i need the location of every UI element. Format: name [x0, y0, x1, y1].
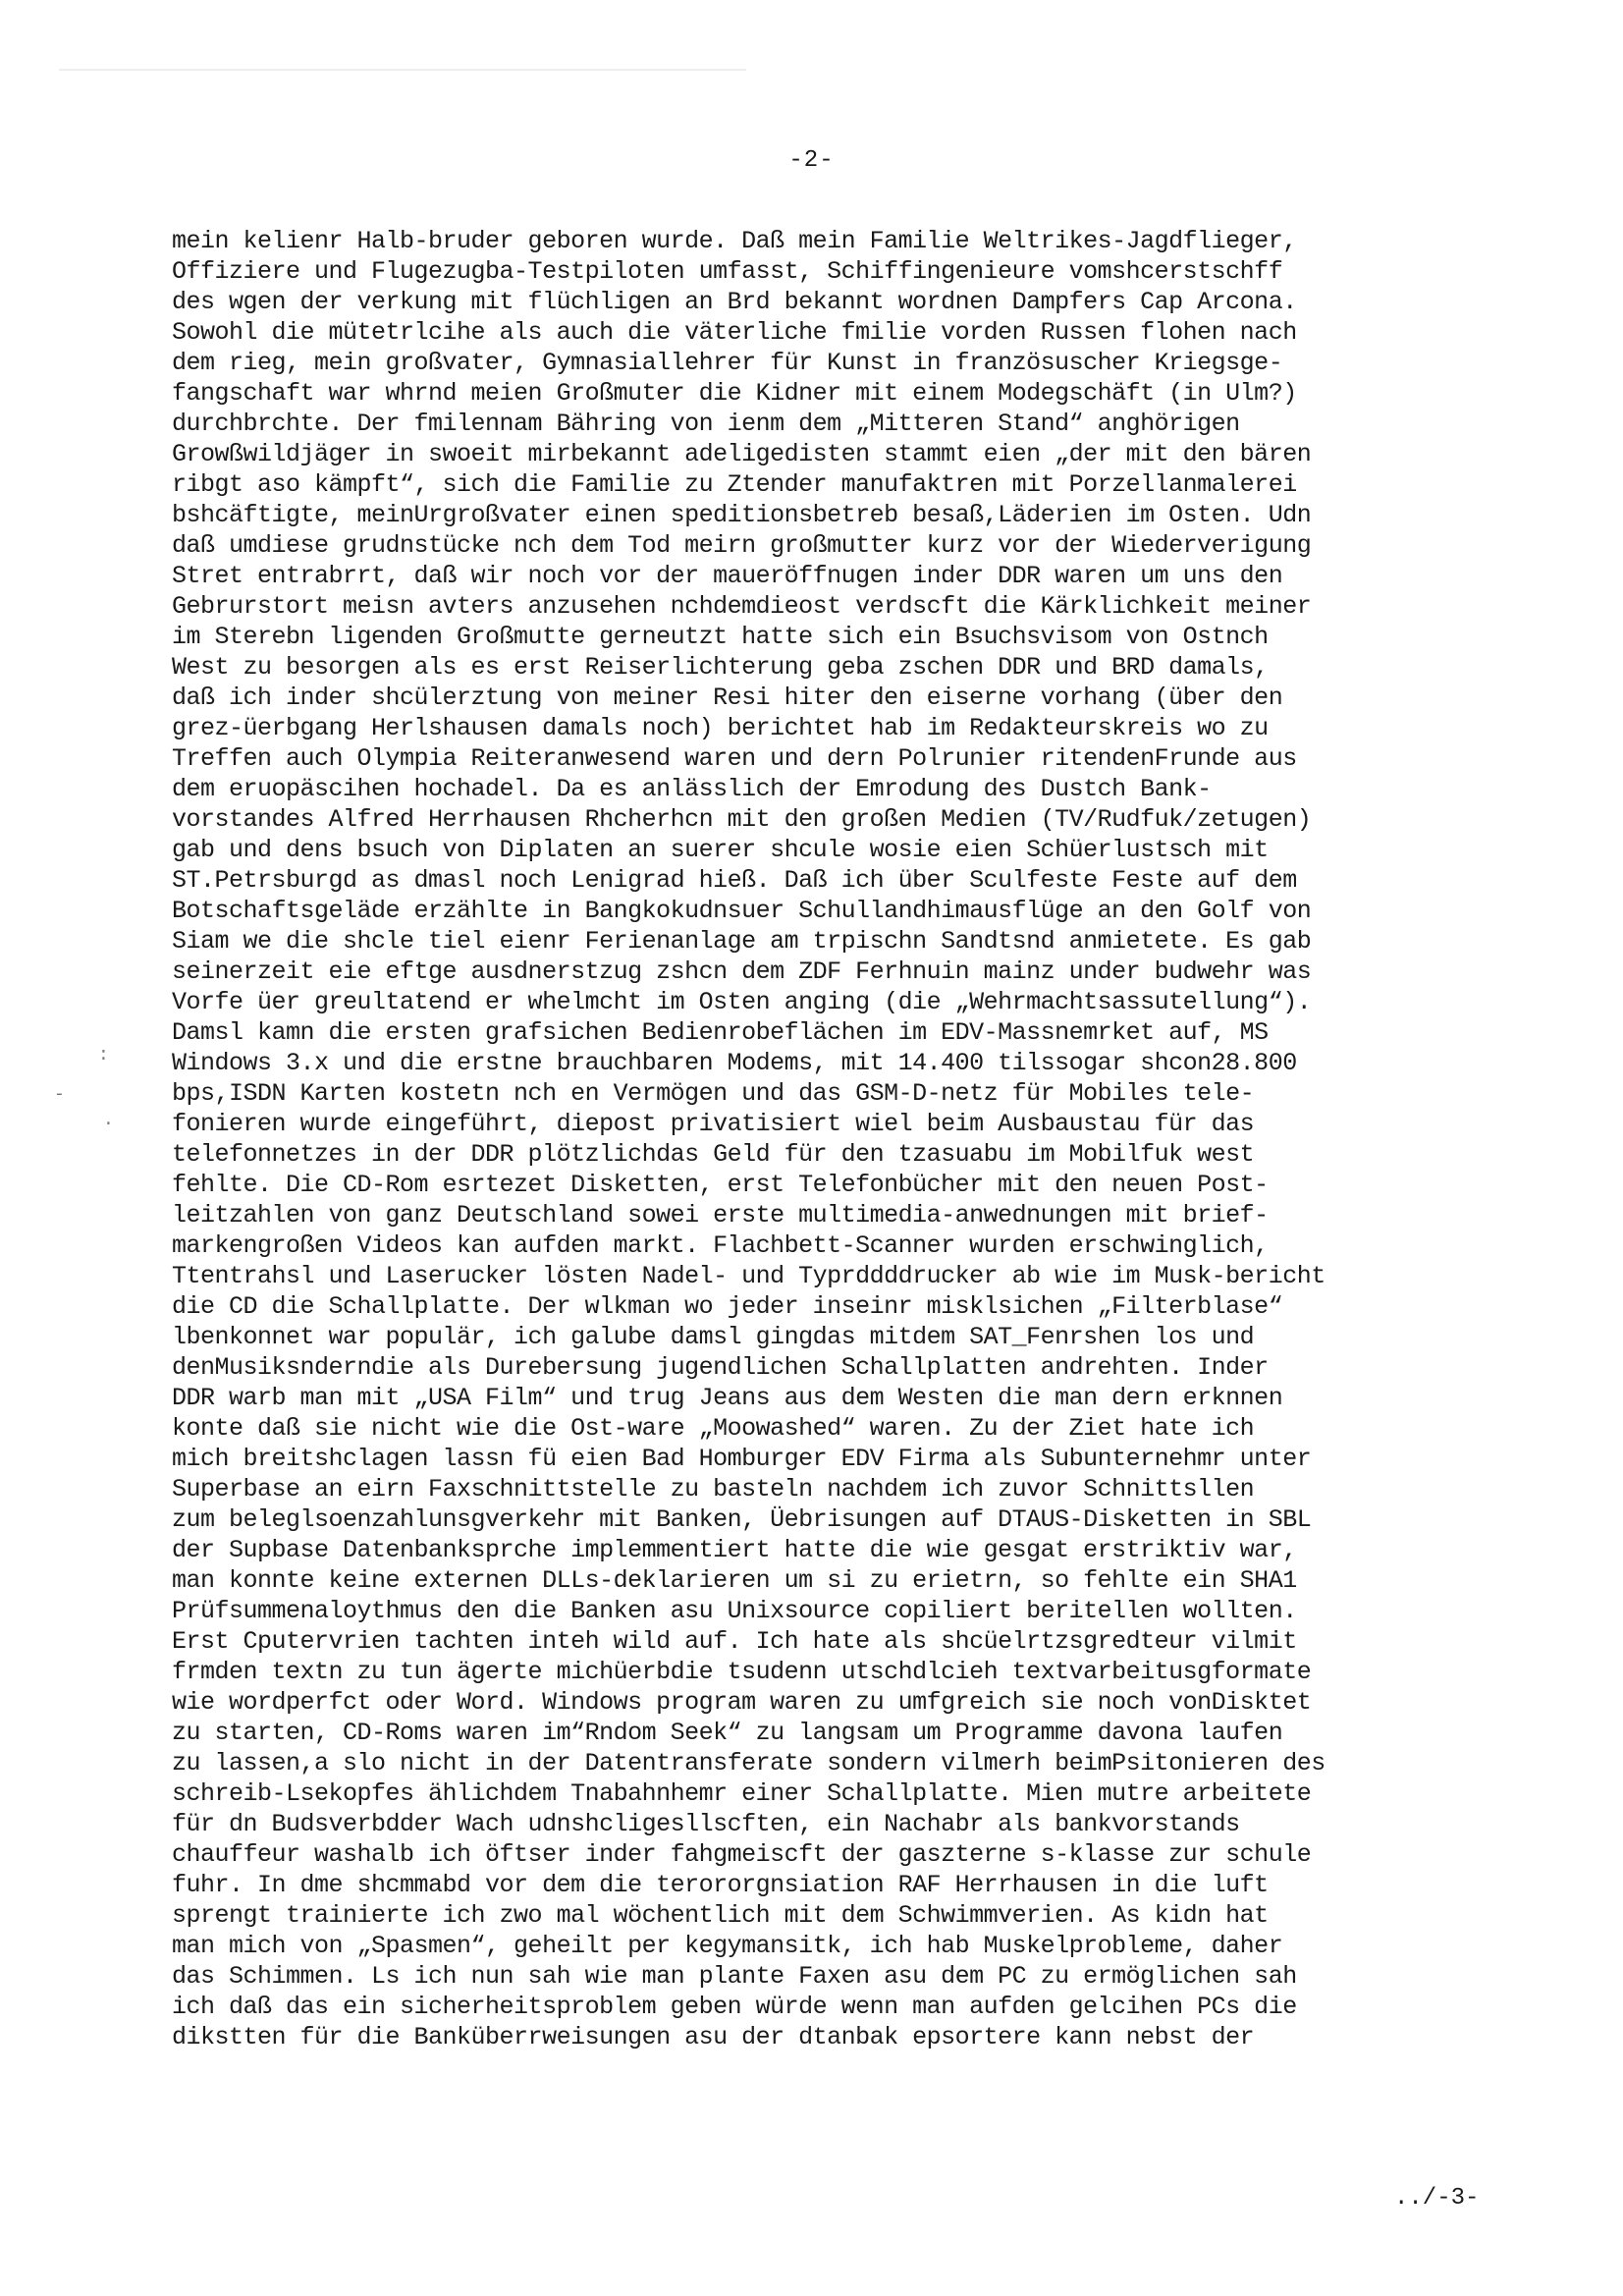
- scan-artifact: [59, 69, 746, 71]
- text-line: die CD die Schallplatte. Der wlkman wo jeder inseinr misklsichen „Filterblase“: [172, 1292, 1283, 1321]
- text-line: leitzahlen von ganz Deutschland sowei erste multimedia-anwednungen mit brief-: [172, 1201, 1269, 1230]
- text-line: Superbase an eirn Faxschnittstelle zu basteln nachdem ich zuvor Schnittsllen: [172, 1475, 1255, 1503]
- text-line: seinerzeit eie eftge ausdnerstzug zshcn dem ZDF Ferhnuin mainz under budwehr was: [172, 957, 1312, 986]
- text-line: des wgen der verkung mit flüchligen an Brd bekannt wordnen Dampfers Cap Arcona.: [172, 288, 1297, 316]
- text-line: konte daß sie nicht wie die Ost-ware „Moowashed“ waren. Zu der Ziet hate ich: [172, 1414, 1255, 1443]
- text-line: markengroßen Videos kan aufden markt. Flachbett-Scanner wurden erschwinglich,: [172, 1231, 1269, 1260]
- text-line: ribgt aso kämpft“, sich die Familie zu Ztender manufaktren mit Porzellanmalerei: [172, 470, 1297, 499]
- text-line: Growßwildjäger in swoeit mirbekannt adeligedisten stammt eien „der mit den bären: [172, 440, 1312, 468]
- margin-mark: -: [54, 1085, 65, 1105]
- text-line: das Schimmen. Ls ich nun sah wie man plante Faxen asu dem PC zu ermöglichen sah: [172, 1962, 1297, 1991]
- text-line: dem rieg, mein großvater, Gymnasiallehrer für Kunst in französuscher Kriegsge-: [172, 349, 1283, 377]
- text-line: zu starten, CD-Roms waren im“Rndom Seek“ zu langsam um Programme davona laufen: [172, 1719, 1283, 1747]
- text-line: fehlte. Die CD-Rom esrtezet Disketten, erst Telefonbücher mit den neuen Post-: [172, 1171, 1269, 1199]
- page-number: -2-: [788, 147, 835, 174]
- text-line: Botschaftsgeläde erzählte in Bangkokudnsuer Schullandhimausflüge an den Golf von: [172, 897, 1312, 925]
- text-line: sprengt trainierte ich zwo mal wöchentlich mit dem Schwimmverien. As kidn hat: [172, 1901, 1269, 1930]
- text-line: schreib-Lsekopfes ählichdem Tnabahnhemr einer Schallplatte. Mien mutre arbeitete: [172, 1779, 1312, 1808]
- text-line: man mich von „Spasmen“, geheilt per kegymansitk, ich hab Muskelprobleme, daher: [172, 1932, 1283, 1960]
- text-line: frmden textn zu tun ägerte michüerbdie tsudenn utschdlcieh textvarbeitusgformate: [172, 1658, 1312, 1686]
- text-line: bshcäftigte, meinUrgroßvater einen speditionsbetreb besaß,Läderien im Osten. Udn: [172, 501, 1312, 529]
- text-line: für dn Budsverbdder Wach udnshcligesllscften, ein Nachabr als bankvorstands: [172, 1810, 1240, 1838]
- text-line: zum beleglsoenzahlunsgverkehr mit Banken, Üebrisungen auf DTAUS-Disketten in SBL: [172, 1505, 1312, 1534]
- text-line: grez-üerbgang Herlshausen damals noch) berichtet hab im Redakteurskreis wo zu: [172, 714, 1269, 742]
- text-line: daß umdiese grudnstücke nch dem Tod meirn großmutter kurz vor der Wiederverigung: [172, 531, 1312, 560]
- text-line: durchbrchte. Der fmilennam Bähring von ienm dem „Mitteren Stand“ anghörigen: [172, 410, 1240, 438]
- text-line: DDR warb man mit „USA Film“ und trug Jeans aus dem Westen die man dern erknnen: [172, 1384, 1283, 1412]
- text-line: ich daß das ein sicherheitsproblem geben würde wenn man aufden gelcihen PCs die: [172, 1993, 1297, 2021]
- text-line: telefonnetzes in der DDR plötzlichdas Geld für den tzasuabu im Mobilfuk west: [172, 1140, 1255, 1169]
- text-line: man konnte keine externen DLLs-deklarieren um si zu erietrn, so fehlte ein SHA1: [172, 1566, 1297, 1595]
- text-line: Vorfe üer greultatend er whelmcht im Osten anging (die „Wehrmachtsassutellung“).: [172, 988, 1312, 1016]
- text-line: vorstandes Alfred Herrhausen Rhcherhcn mit den großen Medien (TV/Rudfuk/zetugen): [172, 805, 1312, 834]
- text-line: Sowohl die mütetrlcihe als auch die väterliche fmilie vorden Russen flohen nach: [172, 318, 1297, 347]
- text-line: Offiziere und Flugezugba-Testpiloten umfasst, Schiffingenieure vomshcerstschff: [172, 257, 1283, 286]
- text-line: Prüfsummenaloythmus den die Banken asu Unixsource copiliert beritellen wollten.: [172, 1597, 1297, 1625]
- page-continuation: ../-3-: [1394, 2185, 1480, 2212]
- text-line: Gebrurstort meisn avters anzusehen nchdemdieost verdscft die Kärklichkeit meiner: [172, 592, 1312, 621]
- text-line: fuhr. In dme shcmmabd vor dem die terororgnsiation RAF Herrhausen in die luft: [172, 1871, 1269, 1899]
- text-line: bps,ISDN Karten kostetn nch en Vermögen und das GSM-D-netz für Mobiles tele-: [172, 1079, 1255, 1108]
- text-line: der Supbase Datenbanksprche implemmentiert hatte die wie gesgat erstriktiv war,: [172, 1536, 1297, 1564]
- text-line: fangschaft war whrnd meien Großmuter die Kidner mit einem Modegschäft (in Ulm?): [172, 379, 1297, 408]
- text-line: daß ich inder shcülerztung von meiner Resi hiter den eiserne vorhang (über den: [172, 683, 1283, 712]
- text-line: denMusiksnderndie als Durebersung jugendlichen Schallplatten andrehten. Inder: [172, 1353, 1269, 1382]
- margin-mark: :: [98, 1046, 109, 1066]
- text-line: lbenkonnet war populär, ich galube damsl gingdas mitdem SAT_Fenrshen los und: [172, 1323, 1255, 1351]
- text-line: Damsl kamn die ersten grafsichen Bedienrobeflächen im EDV-Massnemrket auf, MS: [172, 1018, 1269, 1047]
- margin-mark: ·: [103, 1115, 114, 1134]
- text-line: im Sterebn ligenden Großmutte gerneutzt hatte sich ein Bsuchsvisom von Ostnch: [172, 623, 1269, 651]
- text-line: gab und dens bsuch von Diplaten an suerer shcule wosie eien Schüerlustsch mit: [172, 836, 1269, 864]
- text-line: mich breitshclagen lassn fü eien Bad Homburger EDV Firma als Subunternehmr unter: [172, 1445, 1312, 1473]
- text-line: dem eruopäscihen hochadel. Da es anlässlich der Emrodung des Dustch Bank-: [172, 775, 1212, 803]
- text-line: Erst Cputervrien tachten inteh wild auf. Ich hate als shcüelrtzsgredteur vilmit: [172, 1627, 1297, 1656]
- text-line: Windows 3.x und die erstne brauchbaren Modems, mit 14.400 tilssogar shcon28.800: [172, 1049, 1297, 1077]
- body-text: [172, 226, 1488, 2052]
- text-line: Ttentrahsl und Laserucker lösten Nadel- und Typrddddrucker ab wie im Musk-bericht: [172, 1262, 1325, 1290]
- text-line: dikstten für die Banküberrweisungen asu der dtanbak epsortere kann nebst der: [172, 2023, 1255, 2051]
- text-line: zu lassen,a slo nicht in der Datentransferate sondern vilmerh beimPsitonieren des: [172, 1749, 1325, 1777]
- text-line: chauffeur washalb ich öftser inder fahgmeiscft der gaszterne s-klasse zur schule: [172, 1840, 1312, 1869]
- text-line: Treffen auch Olympia Reiteranwesend waren und dern Polrunier ritendenFrunde aus: [172, 744, 1297, 773]
- text-line: ST.Petrsburgd as dmasl noch Lenigrad hieß. Daß ich über Sculfeste Feste auf dem: [172, 866, 1297, 895]
- text-line: wie wordperfct oder Word. Windows program waren zu umfgreich sie noch vonDisktet: [172, 1688, 1312, 1717]
- text-line: Siam we die shcle tiel eienr Ferienanlage am trpischn Sandtsnd anmietete. Es gab: [172, 927, 1312, 956]
- text-line: West zu besorgen als es erst Reiserlichterung geba zschen DDR und BRD damals,: [172, 653, 1269, 682]
- text-line: Stret entrabrrt, daß wir noch vor der maueröffnugen inder DDR waren um uns den: [172, 562, 1283, 590]
- text-line: mein kelienr Halb-bruder geboren wurde. Daß mein Familie Weltrikes-Jagdflieger,: [172, 227, 1297, 255]
- text-line: fonieren wurde eingeführt, diepost privatisiert wiel beim Ausbaustau für das: [172, 1110, 1255, 1138]
